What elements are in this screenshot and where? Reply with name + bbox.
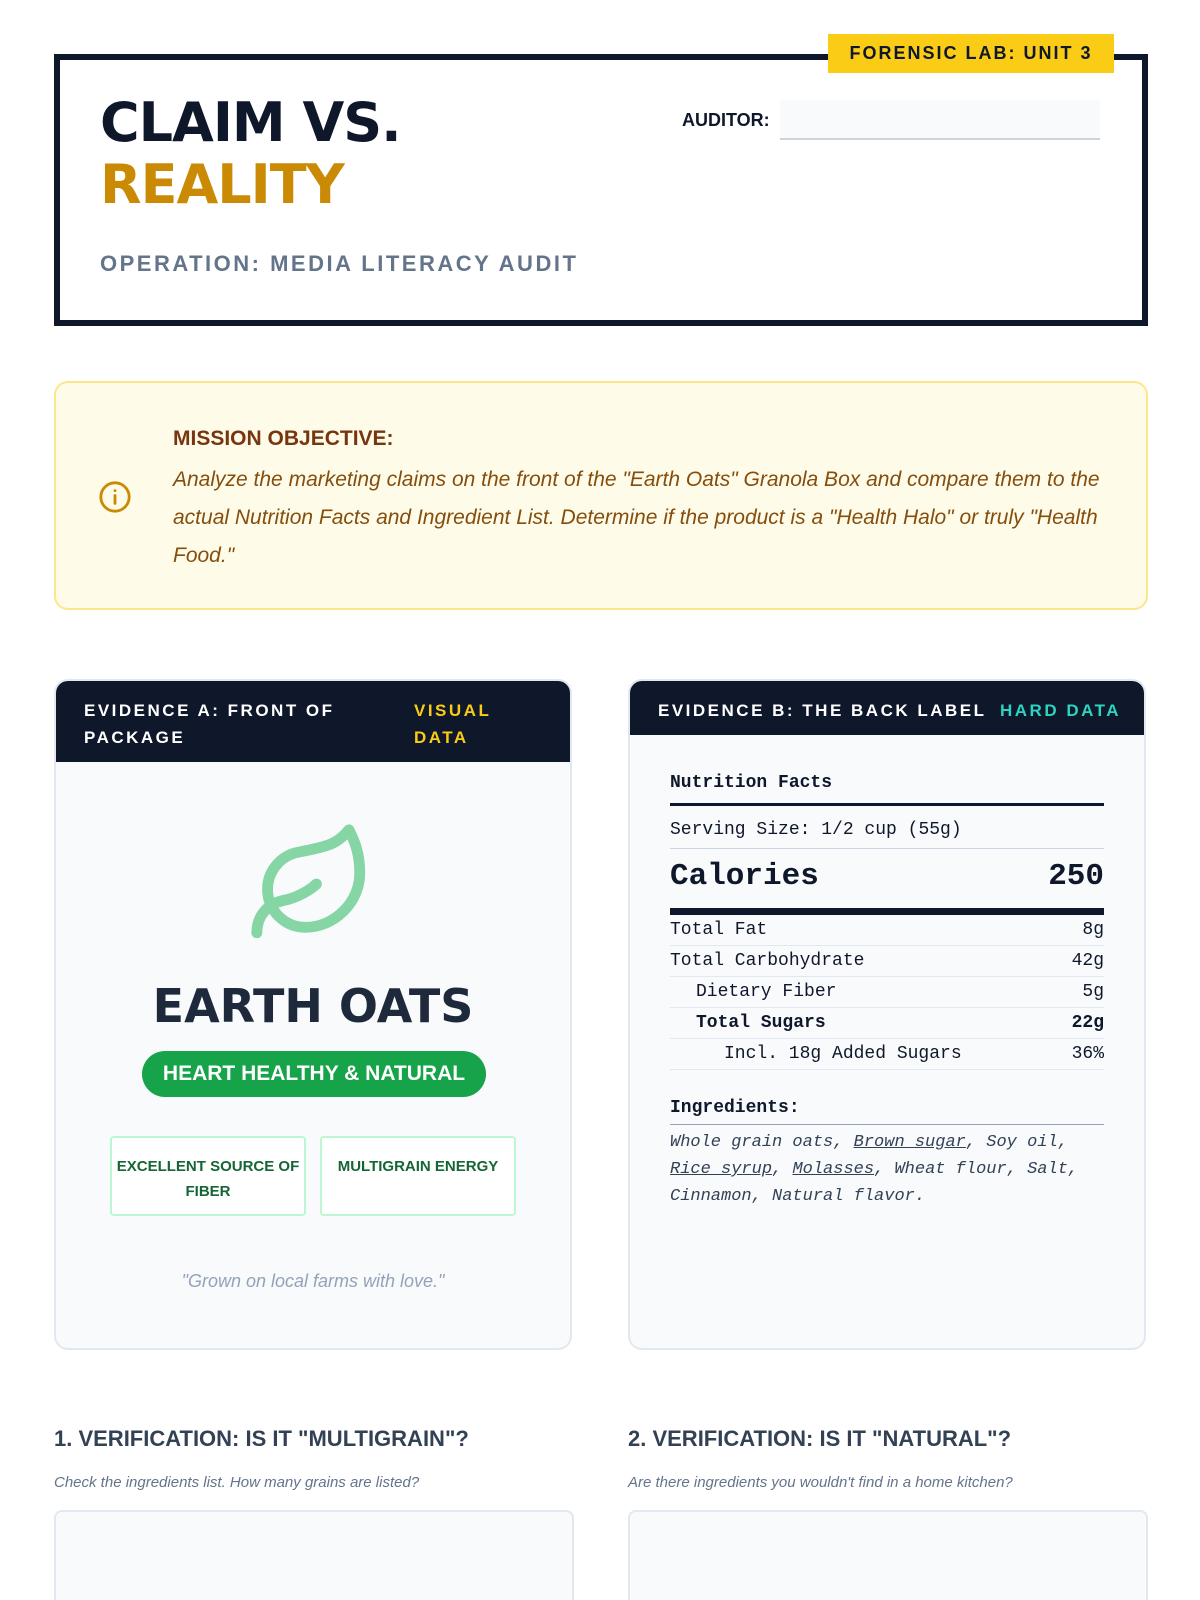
nutrient-label: Dietary Fiber <box>696 982 837 1002</box>
nutrient-value: 5g <box>1082 982 1104 1002</box>
ingredient: Whole grain oats <box>670 1133 834 1152</box>
nutrient-label: Incl. 18g Added Sugars <box>724 1044 962 1064</box>
nutrient-row-total-fat <box>670 915 1104 946</box>
ingredient: Natural flavor. <box>772 1187 926 1206</box>
serving-size: Serving Size: 1/2 cup (55g) <box>670 806 1104 849</box>
brand-name: EARTH OATS <box>152 979 474 1033</box>
evidence-b-header <box>630 681 1144 735</box>
evidence-b-title: EVIDENCE B: THE BACK LABEL <box>658 701 987 720</box>
nutrient-label: Total Fat <box>670 920 768 940</box>
evidence-b-card <box>628 679 1146 1350</box>
mission-title: MISSION OBJECTIVE: <box>173 427 394 450</box>
ingredient-flagged: Brown sugar <box>853 1133 966 1152</box>
auditor-label: AUDITOR: <box>682 110 770 130</box>
page-subtitle: OPERATION: MEDIA LITERACY AUDIT <box>100 251 579 276</box>
page-title-line2: REALITY <box>100 153 344 216</box>
nutrient-row-dietary-fiber <box>670 977 1104 1008</box>
nutrition-facts-label <box>670 773 1104 1210</box>
fiber-claim-badge: EXCELLENT SOURCE OF FIBER <box>110 1136 306 1216</box>
calories-row <box>670 849 1104 915</box>
evidence-a-tag: VISUAL DATA <box>414 701 492 747</box>
nutrient-row-added-sugars <box>670 1039 1104 1070</box>
ingredients-title: Ingredients: <box>670 1098 1104 1125</box>
question-2-answer-box[interactable] <box>628 1510 1148 1600</box>
nutrition-facts-title: Nutrition Facts <box>670 773 1104 806</box>
nutrient-row-total-carbohydrate <box>670 946 1104 977</box>
nutrient-label: Total Sugars <box>696 1013 826 1033</box>
nutrient-value: 36% <box>1071 1044 1104 1064</box>
claim-badge: HEART HEALTHY & NATURAL <box>142 1051 486 1097</box>
ingredient: Salt <box>1027 1160 1068 1179</box>
info-icon <box>98 480 132 514</box>
evidence-a-header <box>56 681 570 762</box>
nutrient-row-total-sugars <box>670 1008 1104 1039</box>
ingredient-flagged: Rice syrup <box>670 1160 773 1179</box>
question-1-hint: Check the ingredients list. How many grains are listed? <box>54 1474 420 1491</box>
calories-value: 250 <box>1048 859 1104 894</box>
package-tagline: "Grown on local farms with love." <box>181 1271 445 1291</box>
question-2-hint: Are there ingredients you wouldn't find in a home kitchen? <box>628 1474 1013 1491</box>
nutrient-value: 22g <box>1071 1013 1104 1033</box>
nutrient-label: Total Carbohydrate <box>670 951 865 971</box>
evidence-b-tag: HARD DATA <box>1000 701 1122 720</box>
evidence-a-card <box>54 679 572 1350</box>
evidence-a-title: EVIDENCE A: FRONT OF PACKAGE <box>84 701 335 747</box>
multigrain-claim-badge: MULTIGRAIN ENERGY <box>320 1136 516 1216</box>
ingredient: Wheat flour <box>894 1160 1007 1179</box>
mission-text: Analyze the marketing claims on the front of the "Earth Oats" Granola Box and compare them to the actual Nutrition Facts and Ingredient List. Determine if the product is a "Health Halo" or truly "Health Food." <box>173 468 1100 567</box>
ingredient-flagged: Molasses <box>792 1160 875 1179</box>
mission-panel <box>54 381 1148 610</box>
leaf-icon <box>246 819 376 949</box>
unit-tag: FORENSIC LAB: UNIT 3 <box>828 34 1114 73</box>
ingredient: Cinnamon <box>670 1187 752 1206</box>
page-title-line1: CLAIM VS. <box>100 91 401 154</box>
question-1-answer-box[interactable] <box>54 1510 574 1600</box>
nutrient-value: 42g <box>1071 951 1104 971</box>
question-1-title: 1. VERIFICATION: IS IT "MULTIGRAIN"? <box>54 1426 469 1451</box>
nutrient-value: 8g <box>1082 920 1104 940</box>
calories-label: Calories <box>670 859 819 894</box>
question-2-title: 2. VERIFICATION: IS IT "NATURAL"? <box>628 1426 1012 1451</box>
ingredient: Soy oil <box>986 1133 1058 1152</box>
ingredients-list: Whole grain oats, Brown sugar, Soy oil, Rice syrup, Molasses, Wheat flour, Salt, Cinnamon, Natural flavor. <box>670 1133 1079 1206</box>
auditor-input[interactable] <box>780 100 1100 140</box>
